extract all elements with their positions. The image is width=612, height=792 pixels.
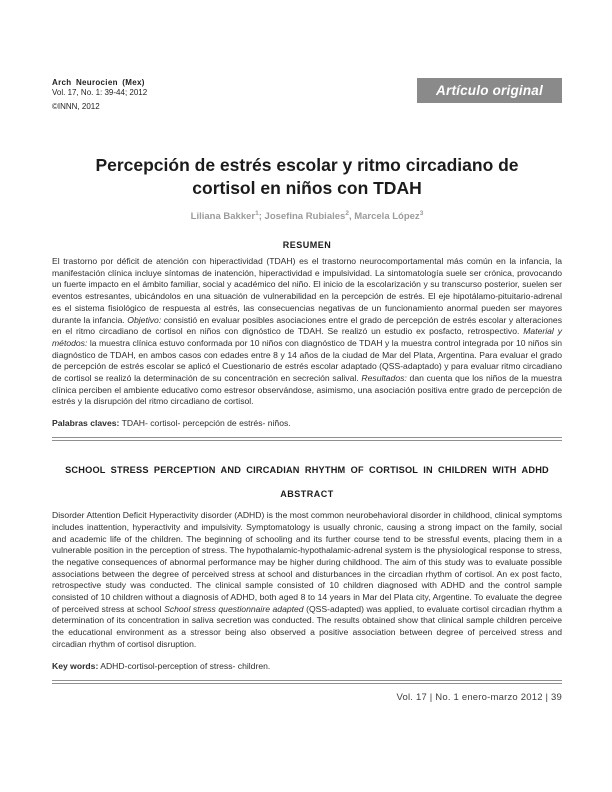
abstract-heading: ABSTRACT <box>280 489 334 500</box>
abstract-text-part: Disorder Attention Deficit Hyperactivity disorder (ADHD) is the most common neurobehavioral disorder in childhood, clinical symptoms includes inattention, hyperactivity and impulsivity. Symptomatology is usually chronic, causing a strong impact on the family, social and academic life of the children. The beginning of schooling and its further course tend to be stressful events, placing them in a vulnerable position in the perception of stress. The hypothalamic-hypothalamic-adrenal system is the physiological response to stress, the negative consequences of abnormal performance may be higher during childhood. The aim of this study was to evaluate possible associations between the degree of perceived stress at school and disturbances in the circadian rhythm of cortisol. An ex post facto, retrospective study was conducted. The clinical sample consisted of 10 children diagnosed with ADHD and the control sample consisted of 10 children without a diagnosis of ADHD, both aged 8 to 14 years in Mar del Plata city, Argentine. To evaluate the degree of perceived stress at school <box>52 510 562 614</box>
abstract-text-part: (QSS-adapted) was applied, to evaluate cortisol circadian rhythm a determination of its concentration in saliva secretion was conducted. The results obtained show that clinical sample children perceive the educational environment as a stressor being also observed a positive association between degree of perceived stress and circadian rhythm of cortisol disruption. <box>52 603 562 649</box>
resumen-text-part: dan cuenta que los niños de la muestra clínica perciben el ambiente educativo como estresor observándose, asimismo, una asociación positiva entre grado de percepción de estrés y la disrupción del ritmo circadiano de cortisol. <box>52 373 562 407</box>
journal-info-block <box>52 78 147 112</box>
resumen-objetivo-label: Objetivo: <box>127 314 162 325</box>
author-affiliation-sup-2: 2 <box>345 209 349 217</box>
page-title <box>52 154 562 200</box>
author-name-1: Liliana Bakker <box>190 211 256 222</box>
page-title-line1: Percepción de estrés escolar y ritmo circadiano de <box>95 155 519 175</box>
article-type-badge: Artículo original <box>417 78 562 103</box>
authors-line <box>52 211 562 222</box>
resumen-resultados-label: Resultados: <box>361 373 407 384</box>
journal-volume-line: Vol. 17, No. 1: 39-44; 2012 <box>52 88 148 97</box>
abstract-text <box>52 510 562 650</box>
author-affiliation-sup-3: 3 <box>419 209 424 217</box>
resumen-text-part: consistió en evaluar posibles asociaciones entre el grado de percepción de estrés escolar y alteraciones en el ritmo circadiano de cortisol en niños con dignóstico de TDAH. Se realizó un estudio ex posfacto, retrospectivo. <box>52 314 562 337</box>
palabras-claves-label: Palabras claves: <box>52 418 120 429</box>
section-divider-bottom <box>52 680 562 684</box>
author-name-3: Marcela López <box>354 211 420 222</box>
palabras-claves-text: TDAH- cortisol- percepción de estrés- niños. <box>119 418 291 429</box>
journal-name: Arch Neurocien (Mex) <box>52 78 145 87</box>
footer-page-info: Vol. 17 | No. 1 enero-marzo 2012 | 39 <box>396 691 562 703</box>
page-title-line2: cortisol en niños con TDAH <box>192 178 422 198</box>
resumen-heading: RESUMEN <box>282 240 332 250</box>
section-divider-top <box>52 437 562 441</box>
keywords-line <box>52 661 562 672</box>
english-title: SCHOOL STRESS PERCEPTION AND CIRCADIAN RHYTHM OF CORTISOL IN CHILDREN WITH ADHD <box>65 465 549 476</box>
author-name-2: Josefina Rubiales <box>264 211 346 222</box>
resumen-text-part: El trastorno por déficit de atención con hiperactividad (TDAH) es el trastorno neurocomportamental más común en la infancia, la manifestación clínica incluye síntomas de inatención, hiperactividad e impulsividad. La sintomatología suele ser crónica, provocando un fuerte impacto en el ámbito familiar, social y académico del niño. El inicio de la escolarización y su transcurso posterior, suelen ser eventos estresantes, ubicándolos en una situación de vulnerabilidad en la percepción de estrés. El eje hipotálamo-pituitario-adrenal es el sistema fisiológico de respuesta al estrés, las consecuencias negativas de un funcionamiento anormal pueden ser mayores durante la infancia. <box>52 256 562 325</box>
page-header <box>52 78 562 112</box>
resumen-abstract-text <box>52 256 562 408</box>
keywords-text: ADHD-cortisol-perception of stress- children. <box>98 660 271 671</box>
abstract-questionnaire-name: School stress questionnaire adapted <box>164 603 304 614</box>
author-separator-2: , <box>348 211 355 222</box>
resumen-text-part: la muestra clínica estuvo conformada por 10 niños con diagnóstico de TDAH y la muestra control integrada por 10 niños sin diagnóstico de TDAH, en ambos casos con edades entre 8 y 14 años de la ciudad de Mar del Plata, Argentina. Para evaluar el grado de percepción de estrés escolar se aplicó el Cuestionario de estrés escolar adaptado (QSS-adaptado) y para evaluar ritmo circadiano de cortisol se realizó la determinación de su concentración en secreción salival. <box>52 337 562 384</box>
journal-copyright: ©INNN, 2012 <box>52 102 100 111</box>
author-separator-1: ; <box>258 211 265 222</box>
keywords-label: Key words: <box>52 660 99 671</box>
author-affiliation-sup-1: 1 <box>255 209 259 217</box>
palabras-claves-line <box>52 418 562 429</box>
resumen-metodos-label: Material y métodos: <box>52 326 562 348</box>
